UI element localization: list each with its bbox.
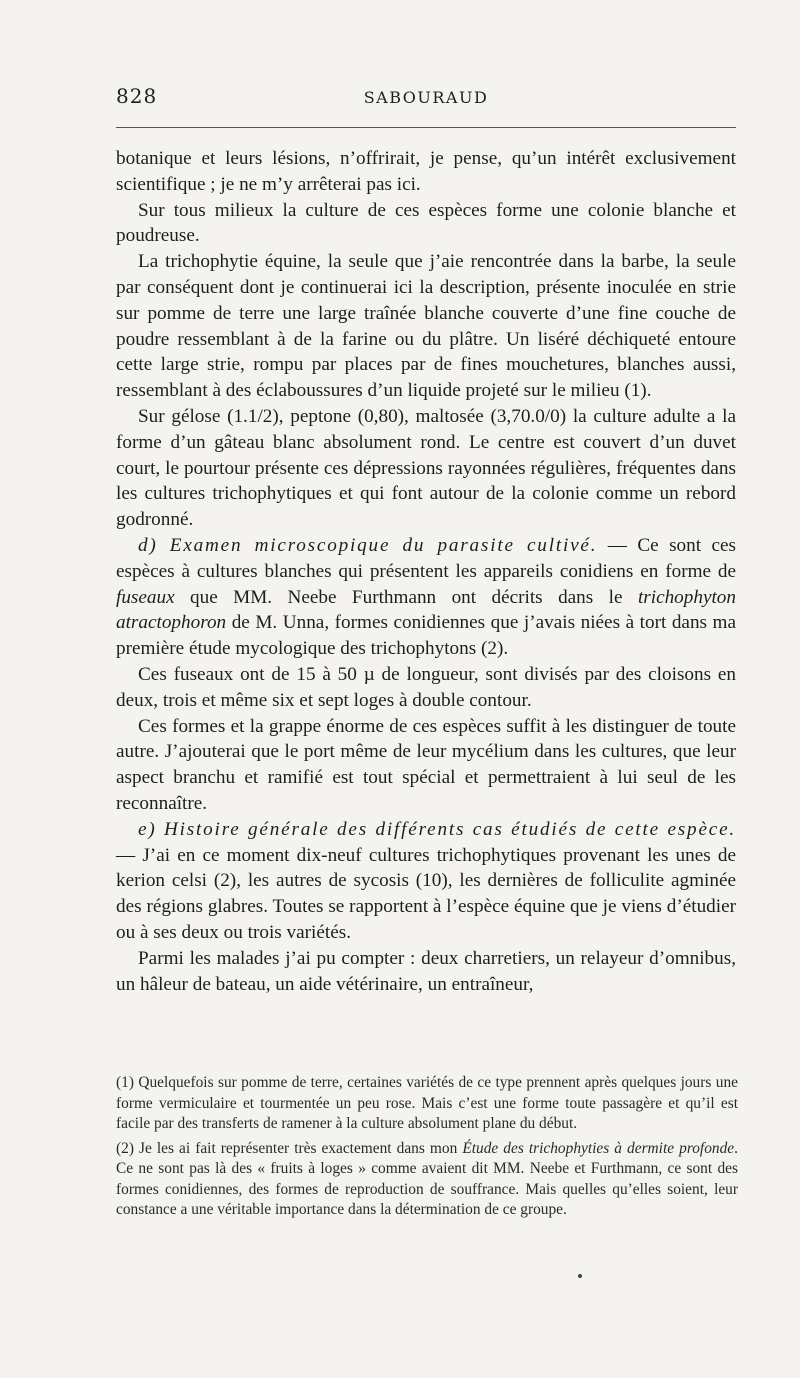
section-d-heading: d) Examen microscopique du parasite cultivé.: [138, 534, 598, 556]
paragraph: botanique et leurs lésions, n’offrirait, je pense, qu’un intérêt exclusivement scientifique ; je ne m’y arrêterai pas ici.: [116, 148, 736, 195]
footnote-2: [116, 1139, 738, 1221]
footnote-2-text-b: . Ce ne sont pas là des « fruits à loges » comme avaient dit MM. Neebe et Furthmann, ce sont des formes conidiennes, des formes de reproduction de souffrance. Mais quelles qu’elles soient, leur constance a une véritable importance dans la détermination de ce groupe.: [116, 1139, 738, 1218]
page-number: 828: [116, 84, 158, 108]
paragraph: Sur tous milieux la culture de ces espèces forme une colonie blanche et poudreuse.: [116, 199, 736, 247]
paragraph: Ces formes et la grappe énorme de ces espèces suffit à les distinguer de toute autre. J’ajouterai que le port même de leur mycélium dans les cultures, que leur aspect branchu et ramifié est tout spécial et permettraient à lui seul de les reconnaître.: [116, 715, 736, 814]
section-d-italic-2: trichophyton atractophoron: [116, 586, 736, 634]
section-d-paragraph: [116, 533, 736, 662]
paragraph: Parmi les malades j’ai pu compter : deux charretiers, un relayeur d’omnibus, un hâleur de bateau, un aide vétérinaire, un entraîneur,: [116, 947, 736, 995]
ink-speck: [578, 1274, 582, 1278]
page-header: [116, 84, 736, 114]
running-head: SABOURAUD: [363, 88, 489, 107]
section-d-text-3: de M. Unna, formes conidiennes que j’avais niées à tort dans ma première étude mycologique des trichophytons (2).: [116, 612, 736, 660]
paragraph: Ces fuseaux ont de 15 à 50 µ de longueur, sont divisés par des cloisons en deux, trois et même six et sept loges à double contour.: [116, 663, 736, 711]
section-e-heading: e) Histoire générale des différents cas étudiés de cette espèce.: [138, 818, 736, 840]
footnote-1: (1) Quelquefois sur pomme de terre, certaines variétés de ce type prennent après quelques jours une forme vermiculaire et tourmentée un peu rose. Mais c’est une forme toute passagère et qu’il est facile par des transferts de ramener à la culture absolument plane du début.: [116, 1074, 738, 1132]
section-d-italic-1: fuseaux: [116, 586, 175, 608]
footnote-2-text-a: (2) Je les ai fait représenter très exactement dans mon: [116, 1139, 463, 1157]
paragraph: La trichophytie équine, la seule que j’aie rencontrée dans la barbe, la seule par conséquent dont je continuerai ici la description, présente inoculée en strie sur pomme de terre une large traînée blanche couverte d’une fine couche de poudre ressemblant à de la farine ou du plâtre. Un liséré déchiqueté entoure cette large strie, rompu par places par de fines mouchetures, blanches aussi, ressemblant à des éclaboussures d’un liquide projeté sur le milieu (1).: [116, 251, 736, 402]
section-e-text: — J’ai en ce moment dix-neuf cultures trichophytiques provenant les unes de kerion celsi (2), les autres de sycosis (10), les dernières de folliculite agminée des régions glabres. Toutes se rapportent à l’espèce équine que je viens d’étudier ou à ses deux ou trois variétés.: [116, 844, 736, 943]
section-e-paragraph: [116, 817, 736, 946]
header-rule: [116, 127, 736, 128]
body-text: [116, 146, 736, 997]
section-d-text-1: — Ce sont ces espèces à cultures blanches qui présentent les appareils conidiens en forme de: [116, 534, 736, 582]
paragraph: Sur gélose (1.1/2), peptone (0,80), maltosée (3,70.0/0) la culture adulte a la forme d’un gâteau blanc absolument rond. Le centre est couvert d’un duvet court, le pourtour présente ces dépressions rayonnées régulières, fréquentes dans les cultures trichophytiques et qui font autour de la colonie comme un rebord godronné.: [116, 405, 736, 531]
section-d-text-2: que MM. Neebe Furthmann ont décrits dans le: [174, 586, 638, 608]
footnotes: [116, 1073, 738, 1225]
footnote-2-title: Étude des trichophyties à dermite profonde: [462, 1139, 735, 1157]
